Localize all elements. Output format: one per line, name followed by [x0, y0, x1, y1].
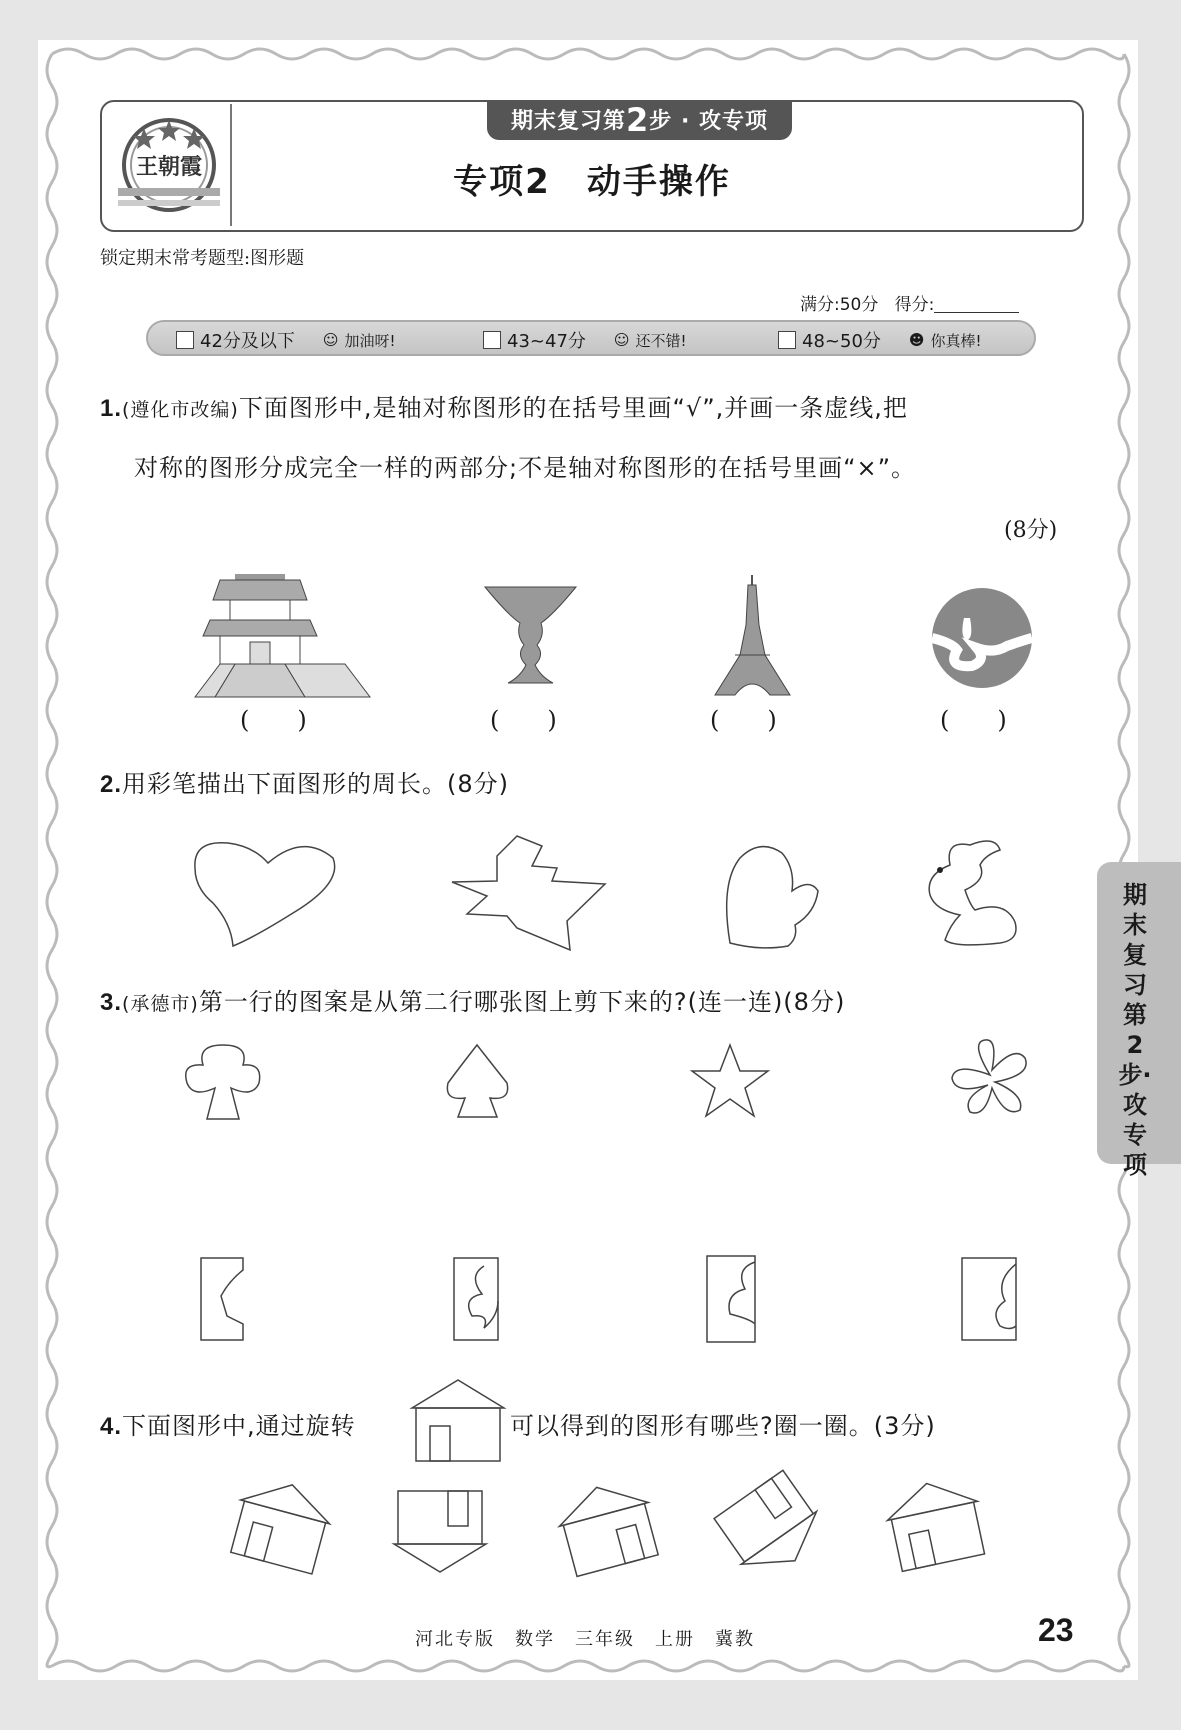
cutout-paper-2: [452, 1256, 500, 1342]
page-title: 专项2 动手操作: [453, 162, 731, 202]
step-banner: [487, 100, 792, 140]
question-1: [100, 388, 908, 423]
question-text: 用彩笔描出下面图形的周长。(8分): [122, 770, 510, 798]
score-blank[interactable]: [934, 294, 1019, 313]
mitten-figure: [720, 843, 820, 948]
question-source: (承德市): [122, 993, 199, 1015]
answer-paren[interactable]: ( ): [490, 706, 557, 734]
grade-item: [176, 327, 396, 353]
grade-range: 48~50分: [802, 331, 881, 352]
grade-range: 43~47分: [507, 331, 586, 352]
smiley-icon: ☻: [908, 331, 925, 349]
answer-paren[interactable]: ( ): [940, 706, 1007, 734]
grade-bar: [146, 320, 1036, 356]
star-shape: [690, 1043, 770, 1118]
answer-paren[interactable]: ( ): [710, 706, 777, 734]
score-line: [800, 290, 1019, 315]
footer: 河北专版 数学 三年级 上册 冀教: [415, 1629, 755, 1650]
cutout-paper-1: [199, 1256, 245, 1342]
grade-comment: 还不错!: [635, 331, 687, 350]
side-tab: [1097, 862, 1181, 1179]
rotated-house-3[interactable]: [550, 1470, 665, 1582]
grade-checkbox[interactable]: [778, 331, 796, 349]
side-tab-label: 期末复习第2步·攻专项: [1118, 881, 1152, 1179]
pinwheel-figure: [452, 826, 607, 950]
temple-figure: [195, 572, 370, 697]
question-text: 第一行的图案是从第二行哪张图上剪下来的?(连一连)(8分): [198, 988, 846, 1016]
question-text: 可以得到的图形有哪些?圈一圈。(3分): [510, 1412, 936, 1440]
question-1-points: (8分): [1004, 518, 1058, 543]
heart-figure: [193, 838, 338, 948]
question-number: 4.: [100, 1413, 123, 1440]
question-source: (遵化市改编): [122, 399, 239, 421]
grade-checkbox[interactable]: [483, 331, 501, 349]
lock-line: 锁定期末常考题型:图形题: [100, 248, 305, 269]
question-1-line2: 对称的图形分成完全一样的两部分;不是轴对称图形的在括号里画“×”。: [134, 454, 917, 482]
grade-item: [483, 327, 687, 353]
rotated-house-1[interactable]: [225, 1468, 335, 1576]
goblet-figure: [483, 585, 578, 685]
flower-shape: [950, 1040, 1032, 1118]
step-number: 2: [626, 101, 650, 139]
question-3: [100, 982, 845, 1017]
question-number: 3.: [100, 989, 123, 1016]
question-number: 1.: [100, 395, 123, 422]
header-box: [100, 100, 1084, 232]
question-number: 2.: [100, 771, 123, 798]
smiley-icon: ☺: [613, 331, 630, 349]
cutout-paper-4: [960, 1256, 1018, 1342]
cutout-paper-3: [705, 1254, 757, 1344]
question-4: [100, 1406, 356, 1441]
score-label: 得分:: [894, 295, 935, 315]
spade-shape: [445, 1043, 510, 1119]
page-number: 23: [1038, 1612, 1074, 1648]
grade-comment: 你真棒!: [930, 331, 982, 350]
grade-checkbox[interactable]: [176, 331, 194, 349]
rotated-house-5[interactable]: [878, 1468, 988, 1576]
grade-comment: 加油呀!: [344, 331, 396, 350]
grade-range: 42分及以下: [200, 331, 295, 352]
step-suffix: 步 · 攻专项: [649, 109, 768, 134]
step-prefix: 期末复习第: [511, 109, 627, 134]
full-score: 满分:50分: [800, 295, 879, 315]
house-reference-figure: [412, 1378, 504, 1463]
eiffel-tower-figure: [715, 575, 790, 695]
logo-text: 王朝霞: [135, 154, 203, 180]
rabbit-figure: [925, 840, 1020, 948]
question-text: 下面图形中,是轴对称图形的在括号里画“√”,并画一条虚线,把: [238, 394, 908, 422]
circle-logo-figure: [932, 588, 1032, 688]
rotated-house-2[interactable]: [393, 1484, 488, 1584]
question-4-cont: [510, 1406, 936, 1441]
answer-paren[interactable]: ( ): [240, 706, 307, 734]
smiley-icon: ☺: [322, 331, 339, 349]
grade-item: [778, 327, 982, 353]
club-shape: [183, 1043, 263, 1121]
question-2: [100, 764, 509, 799]
question-text: 下面图形中,通过旋转: [122, 1412, 356, 1440]
rotated-house-4[interactable]: [715, 1470, 830, 1585]
